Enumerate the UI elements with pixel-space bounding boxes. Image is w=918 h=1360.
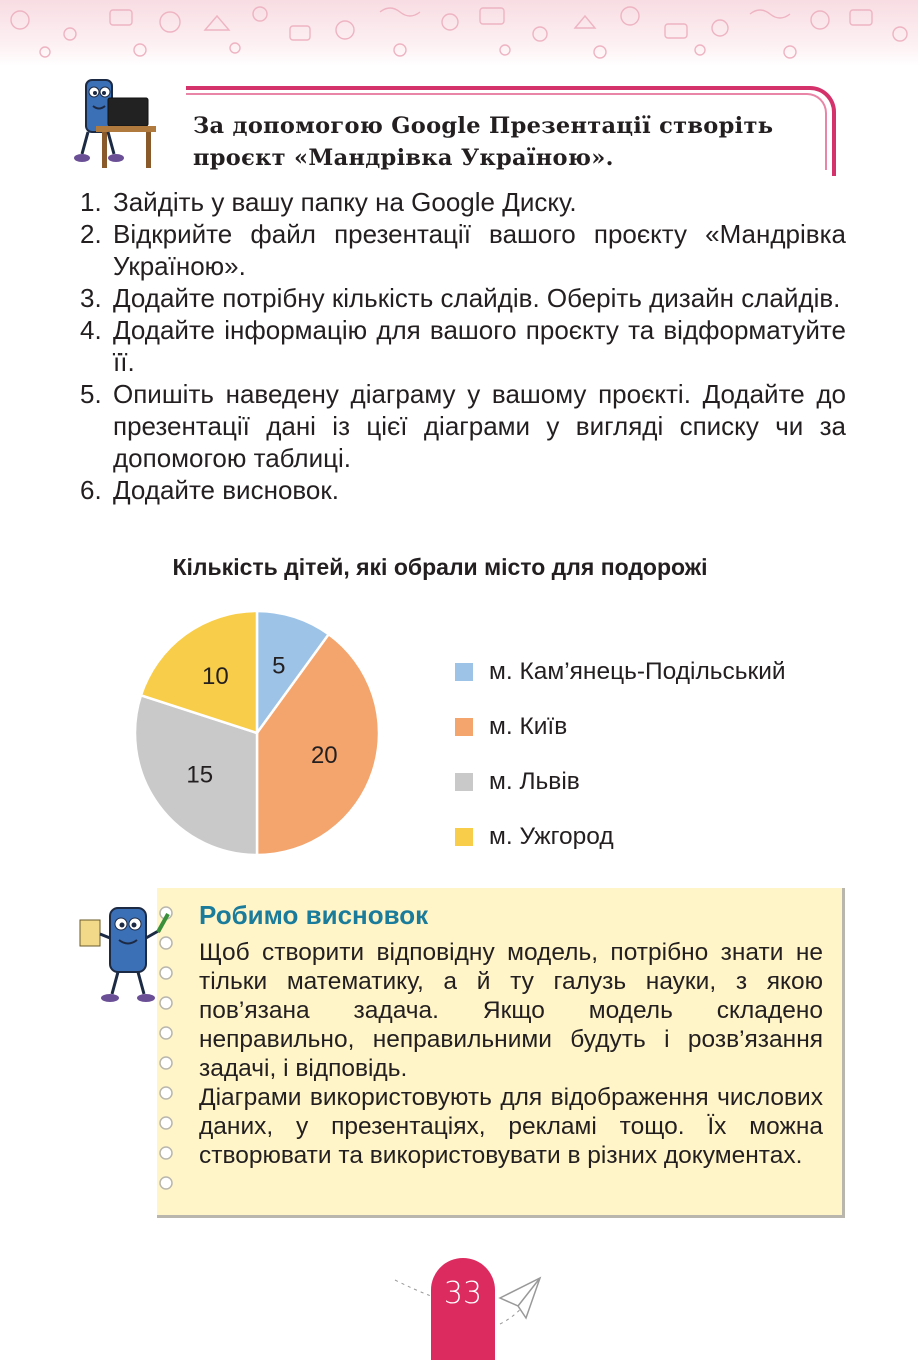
- pie-data-label: 20: [310, 741, 338, 769]
- legend-swatch: [455, 773, 473, 791]
- step-number: 6.: [80, 475, 102, 505]
- step-number: 5.: [80, 379, 102, 409]
- robot-at-laptop-icon: [74, 66, 166, 176]
- legend-item: [455, 754, 786, 809]
- conclusion-paragraph-1: Щоб створити відповідну модель, потрібно знати не тільки математику, а й ту галузь науки, з якою пов’язана задача. Якщо модель складено неправильно, неправильними будуть і розв’язання задачі, і відповідь.: [199, 939, 823, 1082]
- legend-label: м. Ужгород: [489, 822, 614, 850]
- pie-chart: [130, 606, 384, 860]
- step-number: 1.: [80, 187, 102, 217]
- conclusion-text: [199, 938, 823, 1170]
- legend-swatch: [455, 718, 473, 736]
- chart-title: Кількість дітей, які обрали місто для подорожі: [172, 554, 708, 580]
- list-item: [80, 378, 846, 474]
- step-text: Додайте потрібну кількість слайдів. Оберіть дизайн слайдів.: [113, 283, 841, 313]
- legend-item: [455, 699, 786, 754]
- list-item: [80, 282, 846, 314]
- doodle-pattern-icon: [0, 0, 918, 66]
- header-decoration: [0, 0, 918, 66]
- step-number: 4.: [80, 315, 102, 345]
- pie-data-label: 10: [202, 662, 229, 690]
- step-text: Додайте висновок.: [113, 475, 339, 505]
- step-text: Відкрийте файл презентації вашого проєкту «Мандрівка Україною».: [113, 219, 846, 281]
- step-number: 3.: [80, 283, 102, 313]
- legend-item: [455, 809, 786, 864]
- steps-list: [80, 186, 846, 506]
- robot-with-notepad-icon: [74, 898, 184, 1013]
- conclusion-title: Робимо висновок: [199, 900, 429, 930]
- list-item: [80, 314, 846, 378]
- step-text: Опишіть наведену діаграму у вашому проєкті. Додайте до презентації дані із цієї діаграми у вигляді списку чи за допомогою таблиці.: [113, 379, 846, 473]
- list-item: [80, 218, 846, 282]
- legend-swatch: [455, 828, 473, 846]
- chart-legend: [455, 644, 786, 864]
- task-title: [193, 110, 833, 174]
- pie-data-label: 5: [272, 652, 286, 680]
- conclusion-paragraph-2: Діаграми використовують для відображення числових даних, у презентаціях, рекламі тощо. Їх можна створювати та використовувати в різних документах.: [199, 1084, 823, 1169]
- step-text: Зайдіть у вашу папку на Google Диску.: [113, 187, 577, 217]
- list-item: [80, 186, 846, 218]
- task-title-line1: За допомогою Google Презентації створіть: [193, 113, 774, 139]
- legend-swatch: [455, 663, 473, 681]
- task-title-line2: проєкт «Мандрівка Україною».: [193, 145, 614, 171]
- legend-label: м. Львів: [489, 767, 580, 795]
- list-item: [80, 474, 846, 506]
- legend-label: м. Київ: [489, 712, 568, 740]
- page-number: 33: [443, 1276, 483, 1311]
- legend-label: м. Кам’янець-Подільський: [489, 657, 786, 685]
- pie-data-label: 15: [186, 761, 214, 789]
- step-text: Додайте інформацію для вашого проєкту та відформатуйте її.: [113, 315, 846, 377]
- step-number: 2.: [80, 219, 102, 249]
- legend-item: [455, 644, 786, 699]
